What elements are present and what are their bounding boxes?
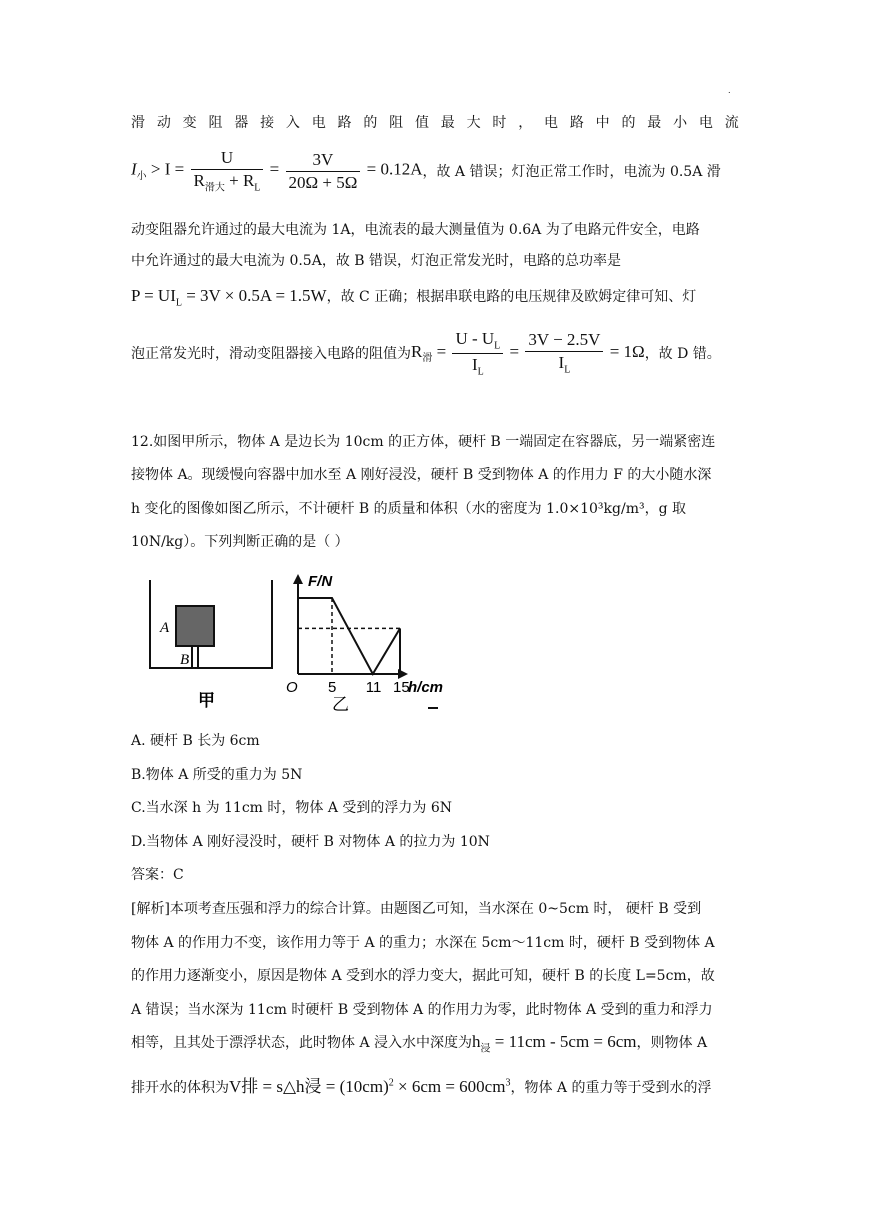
volume-equation: V排 = s△h浸 = $(10cm)^2 \times 6cm = 600cm^3$: [229, 1077, 511, 1096]
solution-line-1-char: 电: [311, 115, 326, 131]
solution-line-1-char: 动: [156, 115, 171, 131]
fraction-3: $\frac{U - U_L}{I_L}$: [452, 329, 503, 377]
solution-line-1-char: 中: [595, 115, 610, 131]
question-12-line-4: 10N/kg）。下列判断正确的是（ ）: [131, 534, 349, 550]
question-12-line-2: 接物体 A。现缓慢向容器中加水至 A 刚好浸没，硬杆 B 受到物体 A 的作用力 F 的大小随水深: [131, 467, 712, 483]
solution-line-1-char: 时: [492, 115, 507, 131]
current-equation: $I_小 > I$ = $\frac{U}{R_{滑大} + R_L}$ = $\frac{3V}{20\Omega + 5\Omega}$ = 0.12A: [131, 148, 423, 194]
option-d: D.当物体 A 刚好浸没时，硬杆 B 对物体 A 的拉力为 10N: [131, 834, 490, 850]
resistance-equation: $R_滑$ = $\frac{U - U_L}{I_L}$ = $\frac{3V - 2.5V}{I_L}$ = 1Ω: [411, 329, 645, 377]
object-a-block: [176, 606, 214, 646]
solution-line-1-char: 阻: [389, 115, 404, 131]
solution-line-1-char: 路: [569, 115, 584, 131]
solution-line-1-char: 小: [673, 115, 688, 131]
x-tick-label: 5: [328, 679, 337, 696]
option-c: C.当水深 h 为 11cm 时，物体 A 受到的浮力为 6N: [131, 800, 453, 816]
corner-mark: .: [728, 86, 731, 95]
solution-line-1-char: 接: [260, 115, 275, 131]
solution-line-1-char: 的: [363, 115, 378, 131]
solution-line-1-char: ，: [518, 115, 533, 131]
analysis-line-2: 物体 A 的作用力不变，该作用力等于 A 的重力；水深在 5cm～11cm 时，硬杆 B 受到物体 A: [131, 935, 715, 951]
solution-line-1-char: 流: [724, 115, 739, 131]
x-tick-label: 15: [393, 679, 410, 696]
solution-line-1-char: 入: [285, 115, 300, 131]
solution-line-1-char: 最: [647, 115, 662, 131]
solution-line-1-char: 值: [414, 115, 429, 131]
solution-line-1: [131, 112, 739, 132]
option-a: A. 硬杆 B 长为 6cm: [131, 733, 260, 749]
solution-power-line: $P = UI_L = 3V \times 0.5A = 1.5W$，故 C 正确；根据串联电路的电压规律及欧姆定律可知、灯: [131, 286, 697, 309]
x-tick-label: 11: [365, 679, 382, 696]
analysis-line-1: [解析]本项考查压强和浮力的综合计算。由题图乙可知，当水深在 0~5cm 时， 硬杆 B 受到: [131, 901, 702, 917]
solution-line-1-char: 阻: [208, 115, 223, 131]
x-axis-label: h/cm: [408, 679, 444, 696]
fraction-2: $\frac{3V}{20\Omega + 5\Omega}$: [286, 150, 361, 193]
equation-tail-text: ，故 A 错误；灯泡正常工作时，电流为 0.5A 滑: [422, 164, 721, 180]
origin-label: O: [286, 679, 298, 696]
solution-line-1-char: 变: [182, 115, 197, 131]
figure-left-label: 甲: [198, 691, 215, 711]
analysis-line-5: 相等，且其处于漂浮状态，此时物体 A 浸入水中深度为$h_浸 = 11cm - 5cm = 6cm$，则物体 A: [131, 1032, 708, 1055]
depth-equation: $h_浸 = 11cm - 5cm = 6cm$: [472, 1032, 637, 1055]
solution-line-1-char: 电: [698, 115, 713, 131]
option-b: B.物体 A 所受的重力为 5N: [131, 767, 303, 783]
force-series-line: [298, 598, 400, 674]
solution-line-1-char: 路: [337, 115, 352, 131]
solution-line-1-char: 的: [621, 115, 636, 131]
analysis-line-4: A 错误；当水深为 11cm 时硬杆 B 受到物体 A 的作用力为零，此时物体 A 受到的重力和浮力: [131, 1002, 713, 1018]
solution-line-3: 动变阻器允许通过的最大电流为 1A，电流表的最大测量值为 0.6A 为了电路元件安全，电路: [131, 222, 700, 238]
rod-b: [192, 646, 198, 668]
y-axis-arrow: [293, 574, 303, 584]
question-12-line-3: h 变化的图像如图乙所示，不计硬杆 B 的质量和体积（水的密度为 1.0×10³kg/m³，g 取: [131, 501, 686, 517]
solution-line-1-char: 最: [440, 115, 455, 131]
solution-resistance-line: 泡正常发光时，滑动变阻器接入电路的阻值为 $R_滑$ = $\frac{U - U_L}{I_L}$ = $\frac{3V - 2.5V}{I_L}$ = 1Ω ，故 D 错。: [131, 329, 721, 377]
fraction-1: $\frac{U}{R_{滑大} + R_L}$: [191, 148, 264, 193]
solution-equation-line: [131, 148, 739, 194]
solution-line-1-char: 滑: [131, 115, 145, 131]
figure-right-label: 乙: [332, 695, 349, 715]
y-axis-label: F/N: [308, 573, 333, 590]
solution-line-1-char: 大: [466, 115, 481, 131]
solution-line-1-char: 电: [544, 115, 558, 131]
label-a: A: [160, 620, 170, 636]
fraction-4: $\frac{3V - 2.5V}{I_L}$: [525, 330, 603, 375]
force-depth-chart: [286, 573, 443, 715]
power-equation: $P = UI_L = 3V \times 0.5A = 1.5W$: [131, 286, 327, 309]
question-12-figure: [140, 568, 450, 716]
container-diagram: [150, 580, 272, 711]
analysis-line-6: 排开水的体积为V排 = s△h浸 = $(10cm)^2 \times 6cm = 600cm^3$，物体 A 的重力等于受到水的浮: [131, 1077, 712, 1096]
answer-line: 答案：C: [131, 867, 184, 883]
solution-line-1-char: 器: [234, 115, 249, 131]
question-12-line-1: 12.如图甲所示，物体 A 是边长为 10cm 的正方体，硬杆 B 一端固定在容器底，另一端紧密连: [131, 434, 716, 450]
label-b: B: [180, 652, 190, 668]
solution-line-4: 中允许通过的最大电流为 0.5A，故 B 错误，灯泡正常发光时，电路的总功率是: [131, 253, 622, 269]
analysis-line-3: 的作用力逐渐变小，原因是物体 A 受到水的浮力变大，据此可知，硬杆 B 的长度 L=5cm，故: [131, 968, 715, 984]
